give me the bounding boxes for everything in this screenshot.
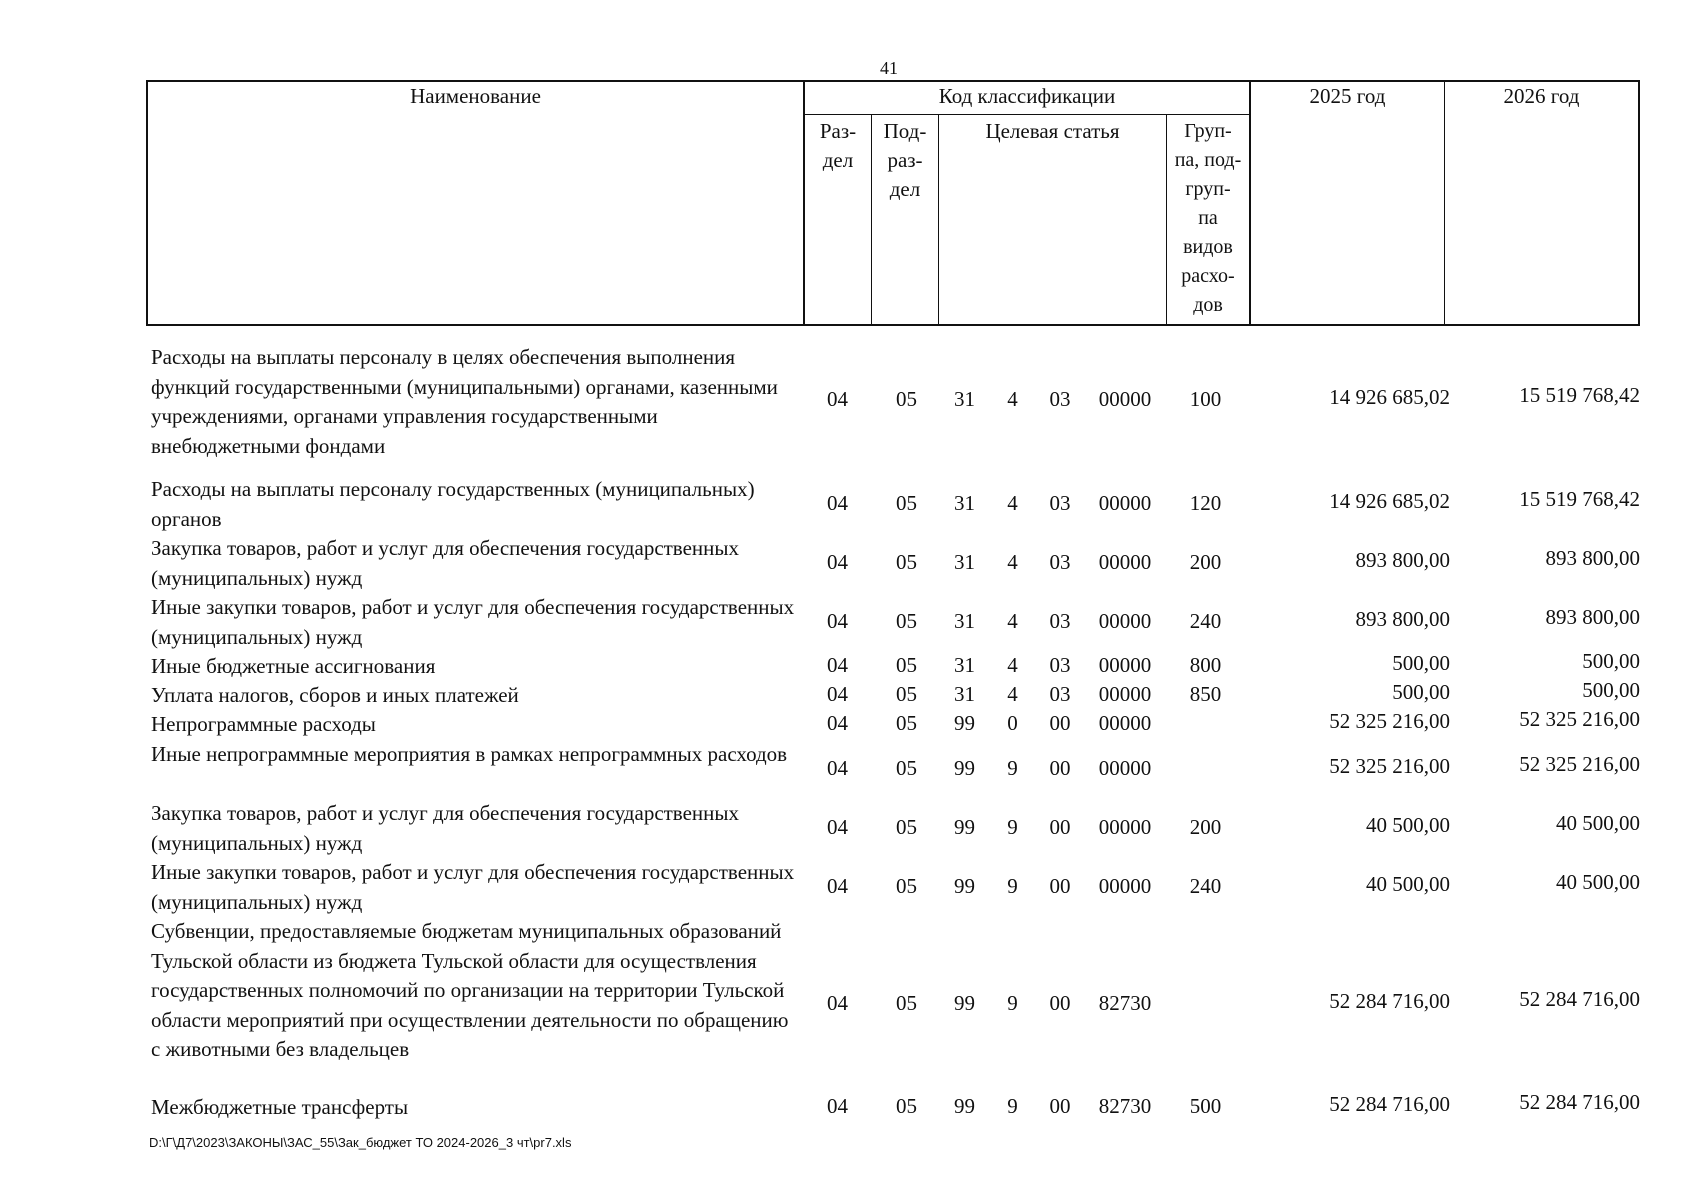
row-target-2: 0 xyxy=(1007,711,1018,735)
row-target-4: 00000 xyxy=(1098,874,1152,898)
row-2025: 14 926 685,02 xyxy=(1329,489,1450,513)
row-target-3: 00 xyxy=(1049,1094,1071,1118)
row-target-2: 9 xyxy=(1007,756,1018,780)
row-2026: 52 325 216,00 xyxy=(1519,752,1640,776)
row-target-3: 00 xyxy=(1049,756,1071,780)
row-razdel: 04 xyxy=(827,682,848,706)
row-target-1: 31 xyxy=(954,653,975,677)
row-podrazdel: 05 xyxy=(896,874,917,898)
row-podrazdel: 05 xyxy=(896,491,917,515)
row-razdel: 04 xyxy=(827,609,848,633)
row-target-1: 99 xyxy=(954,1094,975,1118)
table-header xyxy=(146,80,1640,325)
row-target-2: 9 xyxy=(1007,815,1018,839)
row-2025: 40 500,00 xyxy=(1366,813,1450,837)
row-target-3: 00 xyxy=(1049,991,1071,1015)
row-target-2: 4 xyxy=(1007,550,1018,574)
row-2026: 15 519 768,42 xyxy=(1519,383,1640,407)
row-2026: 500,00 xyxy=(1582,678,1640,702)
row-2025: 500,00 xyxy=(1392,651,1450,675)
row-razdel: 04 xyxy=(827,1094,848,1118)
row-razdel: 04 xyxy=(827,653,848,677)
row-target-4: 00000 xyxy=(1098,609,1152,633)
row-target-2: 4 xyxy=(1007,653,1018,677)
row-2026: 893 800,00 xyxy=(1545,605,1640,629)
row-target-1: 99 xyxy=(954,991,975,1015)
row-target-4: 00000 xyxy=(1098,653,1152,677)
row-2026: 40 500,00 xyxy=(1556,811,1640,835)
row-name: Закупка товаров, работ и услуг для обеспечения государственных (муниципальных) нужд xyxy=(151,536,740,590)
row-podrazdel: 05 xyxy=(896,653,917,677)
row-target-2: 9 xyxy=(1007,991,1018,1015)
row-target-2: 4 xyxy=(1007,609,1018,633)
row-name: Иные закупки товаров, работ и услуг для обеспечения государственных (муниципальных) нужд xyxy=(151,860,795,914)
row-razdel: 04 xyxy=(827,874,848,898)
row-name: Субвенции, предоставляемые бюджетам муниципальных образований Тульской области из бюджета Тульской области для осуществления государственных полномочий по организации на территории Тульской области мероприятий при осуществлении деятельности по обращению с животными без владельцев xyxy=(151,919,789,1061)
row-podrazdel: 05 xyxy=(896,711,917,735)
header-code: Код классификации xyxy=(938,84,1116,108)
row-name: Иные бюджетные ассигнования xyxy=(151,654,436,678)
row-2026: 15 519 768,42 xyxy=(1519,487,1640,511)
row-2025: 52 284 716,00 xyxy=(1329,1092,1450,1116)
row-razdel: 04 xyxy=(827,491,848,515)
row-2025: 500,00 xyxy=(1392,680,1450,704)
row-razdel: 04 xyxy=(827,387,848,411)
row-razdel: 04 xyxy=(827,550,848,574)
row-podrazdel: 05 xyxy=(896,756,917,780)
row-2026: 52 325 216,00 xyxy=(1519,707,1640,731)
row-target-4: 00000 xyxy=(1098,682,1152,706)
row-target-2: 4 xyxy=(1007,387,1018,411)
row-2025: 52 325 216,00 xyxy=(1329,709,1450,733)
row-target-4: 82730 xyxy=(1098,1094,1152,1118)
row-target-4: 00000 xyxy=(1098,756,1152,780)
row-podrazdel: 05 xyxy=(896,815,917,839)
row-target-4: 00000 xyxy=(1098,491,1152,515)
row-target-2: 9 xyxy=(1007,1094,1018,1118)
row-target-1: 31 xyxy=(954,491,975,515)
page-number: 41 xyxy=(880,58,898,78)
row-target-2: 4 xyxy=(1007,491,1018,515)
row-podrazdel: 05 xyxy=(896,550,917,574)
row-target-3: 03 xyxy=(1049,682,1071,706)
row-2025: 893 800,00 xyxy=(1355,607,1450,631)
row-name: Расходы на выплаты персоналу в целях обеспечения выполнения функций государственными (муниципальными) органами, казенными учреждениями, органами управления государственными внебюджетными фондами xyxy=(151,345,778,458)
row-target-4: 82730 xyxy=(1098,991,1152,1015)
header-razdel: Раз- дел xyxy=(819,119,857,172)
row-target-1: 99 xyxy=(954,756,975,780)
row-target-3: 03 xyxy=(1049,550,1071,574)
row-target-1: 31 xyxy=(954,550,975,574)
row-name: Иные закупки товаров, работ и услуг для обеспечения государственных (муниципальных) нужд xyxy=(151,595,795,649)
header-target: Целевая статья xyxy=(985,119,1120,143)
row-target-1: 31 xyxy=(954,682,975,706)
row-target-4: 00000 xyxy=(1098,387,1152,411)
row-razdel: 04 xyxy=(827,991,848,1015)
row-podrazdel: 05 xyxy=(896,387,917,411)
row-2026: 52 284 716,00 xyxy=(1519,1090,1640,1114)
row-target-3: 00 xyxy=(1049,815,1071,839)
row-target-3: 03 xyxy=(1049,609,1071,633)
row-name: Иные непрограммные мероприятия в рамках непрограммных расходов xyxy=(151,742,788,766)
row-2025: 40 500,00 xyxy=(1366,872,1450,896)
row-2026: 52 284 716,00 xyxy=(1519,987,1640,1011)
row-target-4: 00000 xyxy=(1098,550,1152,574)
row-2026: 500,00 xyxy=(1582,649,1640,673)
row-2025: 14 926 685,02 xyxy=(1329,385,1450,409)
row-target-3: 03 xyxy=(1049,491,1071,515)
row-name: Закупка товаров, работ и услуг для обеспечения государственных (муниципальных) нужд xyxy=(151,801,740,855)
row-2026: 893 800,00 xyxy=(1545,546,1640,570)
row-razdel: 04 xyxy=(827,711,848,735)
row-razdel: 04 xyxy=(827,815,848,839)
row-podrazdel: 05 xyxy=(896,991,917,1015)
header-name: Наименование xyxy=(410,84,541,108)
row-target-3: 03 xyxy=(1049,653,1071,677)
row-target-1: 31 xyxy=(954,387,975,411)
row-target-2: 9 xyxy=(1007,874,1018,898)
row-group: 240 xyxy=(1189,874,1222,898)
row-group: 800 xyxy=(1189,653,1222,677)
header-year-2025: 2025 год xyxy=(1309,84,1386,108)
row-name: Уплата налогов, сборов и иных платежей xyxy=(151,683,519,707)
row-podrazdel: 05 xyxy=(896,682,917,706)
row-podrazdel: 05 xyxy=(896,609,917,633)
row-2025: 893 800,00 xyxy=(1355,548,1450,572)
header-year-2026: 2026 год xyxy=(1503,84,1580,108)
row-target-1: 99 xyxy=(954,815,975,839)
file-path-footer: D:\Г\Д7\2023\ЗАКОНЫ\ЗАС_55\Зак_бюджет ТО 2024-2026_3 чт\pr7.xls xyxy=(149,1135,572,1150)
row-2025: 52 325 216,00 xyxy=(1329,754,1450,778)
row-group: 500 xyxy=(1189,1094,1222,1118)
row-target-3: 03 xyxy=(1049,387,1071,411)
row-name: Межбюджетные трансферты xyxy=(151,1095,409,1119)
row-target-1: 31 xyxy=(954,609,975,633)
row-group: 200 xyxy=(1189,550,1222,574)
row-name: Непрограммные расходы xyxy=(151,712,376,736)
row-target-4: 00000 xyxy=(1098,815,1152,839)
header-group: Груп- па, под- груп- па видов расхо- дов xyxy=(1174,120,1242,316)
row-group: 240 xyxy=(1189,609,1222,633)
row-group: 850 xyxy=(1189,682,1222,706)
row-2025: 52 284 716,00 xyxy=(1329,989,1450,1013)
row-name: Расходы на выплаты персоналу государственных (муниципальных) органов xyxy=(151,477,755,531)
row-group: 200 xyxy=(1189,815,1222,839)
row-razdel: 04 xyxy=(827,756,848,780)
row-target-2: 4 xyxy=(1007,682,1018,706)
row-target-1: 99 xyxy=(954,874,975,898)
row-target-4: 00000 xyxy=(1098,711,1152,735)
row-target-3: 00 xyxy=(1049,711,1071,735)
row-2026: 40 500,00 xyxy=(1556,870,1640,894)
row-group: 120 xyxy=(1189,491,1222,515)
header-podrazdel: Под- раз- дел xyxy=(883,119,927,201)
row-group: 100 xyxy=(1189,387,1222,411)
row-target-1: 99 xyxy=(954,711,975,735)
row-target-3: 00 xyxy=(1049,874,1071,898)
row-podrazdel: 05 xyxy=(896,1094,917,1118)
